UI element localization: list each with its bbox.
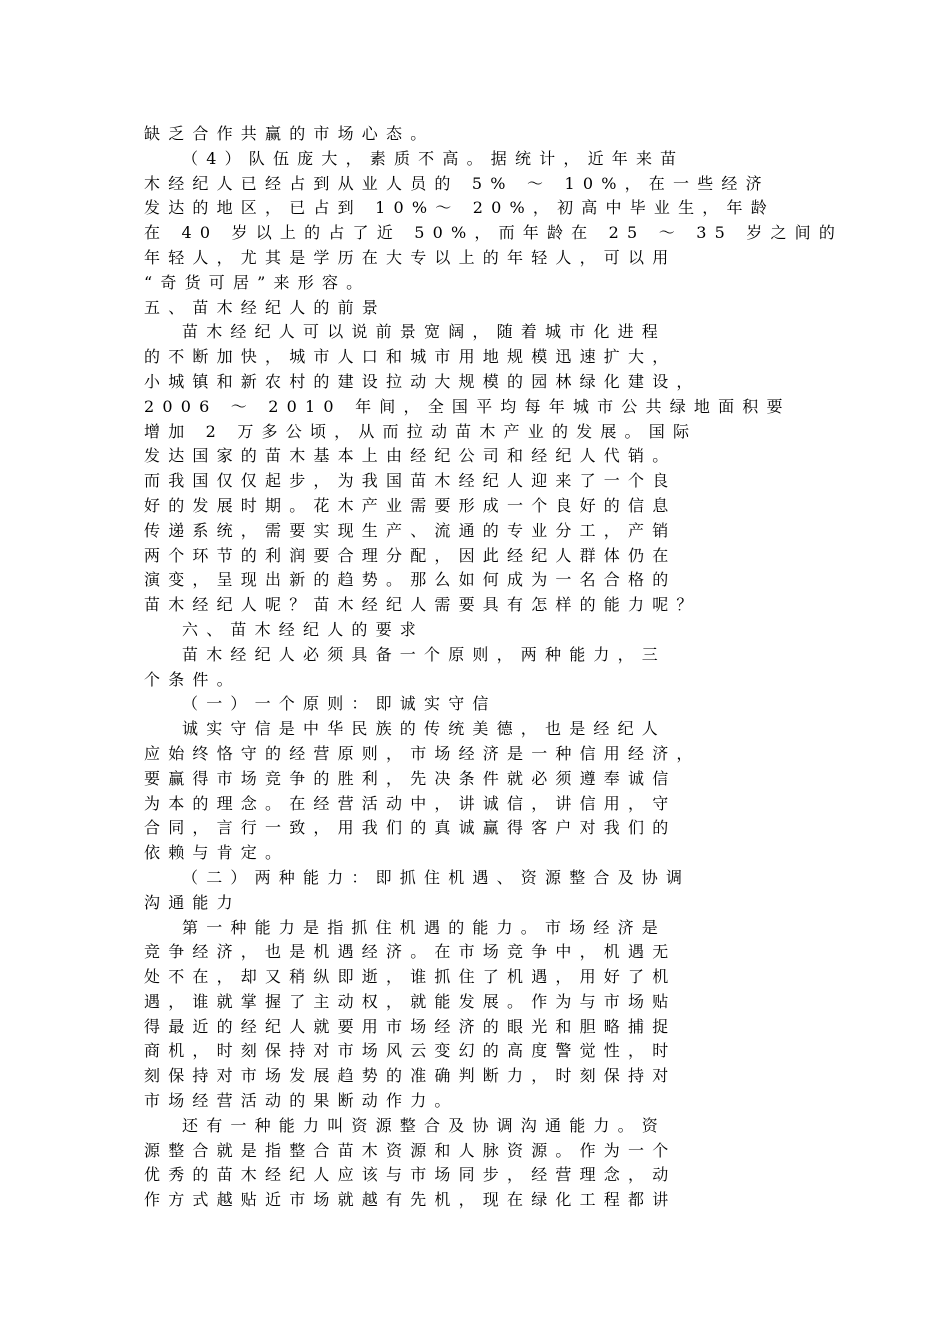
text-line: 木经纪人已经占到从业人员的 5% ～ 10%，在一些经济	[144, 173, 770, 193]
text-line: 市场经营活动的果断动作力。	[144, 1091, 459, 1111]
text-line: 苗木经纪人可以说前景宽阔，随着城市化进程	[182, 322, 667, 342]
text-line: 在 40 岁以上的占了近 50%，而年龄在 25 ～ 35 岁之间的	[144, 223, 844, 243]
text-line: 遇，谁就掌握了主动权，就能发展。作为与市场贴	[144, 991, 677, 1011]
text-line: 作方式越贴近市场就越有先机，现在绿化工程都讲	[144, 1190, 677, 1210]
text-line: 刻保持对市场发展趋势的准确判断力，时刻保持对	[144, 1066, 677, 1086]
text-line: （一）一个原则：即诚实守信	[182, 694, 497, 714]
text-line: 诚实守信是中华民族的传统美德，也是经纪人	[182, 719, 667, 739]
text-line: 2006 ～ 2010 年间，全国平均每年城市公共绿地面积要	[144, 396, 791, 416]
text-line: 商机，时刻保持对市场风云变幻的高度警觉性，时	[144, 1041, 677, 1061]
text-line: 五、苗木经纪人的前景	[144, 297, 387, 317]
text-line: 的不断加快，城市人口和城市用地规模迅速扩大，	[144, 347, 677, 367]
text-line: 为本的理念。在经营活动中，讲诚信，讲信用，守	[144, 793, 677, 813]
text-line: 传递系统，需要实现生产、流通的专业分工，产销	[144, 520, 677, 540]
text-line: 第一种能力是指抓住机遇的能力。市场经济是	[182, 917, 667, 937]
text-line: 竞争经济，也是机遇经济。在市场竞争中，机遇无	[144, 942, 677, 962]
text-line: 发达的地区，已占到 10%～ 20%，初高中毕业生，年龄	[144, 198, 775, 218]
text-line: （二）两种能力：即抓住机遇、资源整合及协调	[182, 867, 691, 887]
text-line: 得最近的经纪人就要用市场经济的眼光和胆略捕捉	[144, 1016, 677, 1036]
text-line: 源整合就是指整合苗木资源和人脉资源。作为一个	[144, 1140, 677, 1160]
text-line: （4）队伍庞大，素质不高。据统计，近年来苗	[182, 148, 685, 168]
text-line: 依赖与肯定。	[144, 843, 290, 863]
text-line: 个条件。	[144, 669, 241, 689]
text-line: 增加 2 万多公顷，从而拉动苗木产业的发展。国际	[144, 421, 698, 441]
text-line: 苗木经纪人呢？苗木经纪人需要具有怎样的能力呢？	[144, 595, 701, 615]
text-line: 而我国仅仅起步，为我国苗木经纪人迎来了一个良	[144, 471, 677, 491]
text-line: 缺乏合作共赢的市场心态。	[144, 124, 435, 143]
text-line: 两个环节的利润要合理分配，因此经纪人群体仍在	[144, 545, 677, 565]
text-line: 处不在，却又稍纵即逝，谁抓住了机遇，用好了机	[144, 967, 677, 987]
text-line: 应始终恪守的经营原则，市场经济是一种信用经济，	[144, 743, 701, 763]
text-line: “奇货可居”来形容。	[144, 272, 371, 292]
text-line: 沟通能力	[144, 892, 241, 912]
text-line: 还有一种能力叫资源整合及协调沟通能力。资	[182, 1115, 667, 1135]
text-line: 苗木经纪人必须具备一个原则，两种能力，三	[182, 644, 667, 664]
text-line: 合同，言行一致，用我们的真诚赢得客户对我们的	[144, 818, 677, 838]
text-line: 优秀的苗木经纪人应该与市场同步，经营理念，动	[144, 1165, 677, 1185]
body-text	[144, 122, 844, 1213]
text-line: 发达国家的苗木基本上由经纪公司和经纪人代销。	[144, 446, 677, 466]
text-line: 年轻人，尤其是学历在大专以上的年轻人，可以用	[144, 247, 677, 267]
text-line: 好的发展时期。花木产业需要形成一个良好的信息	[144, 495, 677, 515]
text-line: 六、苗木经纪人的要求	[182, 619, 425, 639]
text-line: 小城镇和新农村的建设拉动大规模的园林绿化建设，	[144, 371, 701, 391]
text-line: 要赢得市场竞争的胜利，先决条件就必须遵奉诚信	[144, 768, 677, 788]
text-line: 演变，呈现出新的趋势。那么如何成为一名合格的	[144, 570, 677, 590]
